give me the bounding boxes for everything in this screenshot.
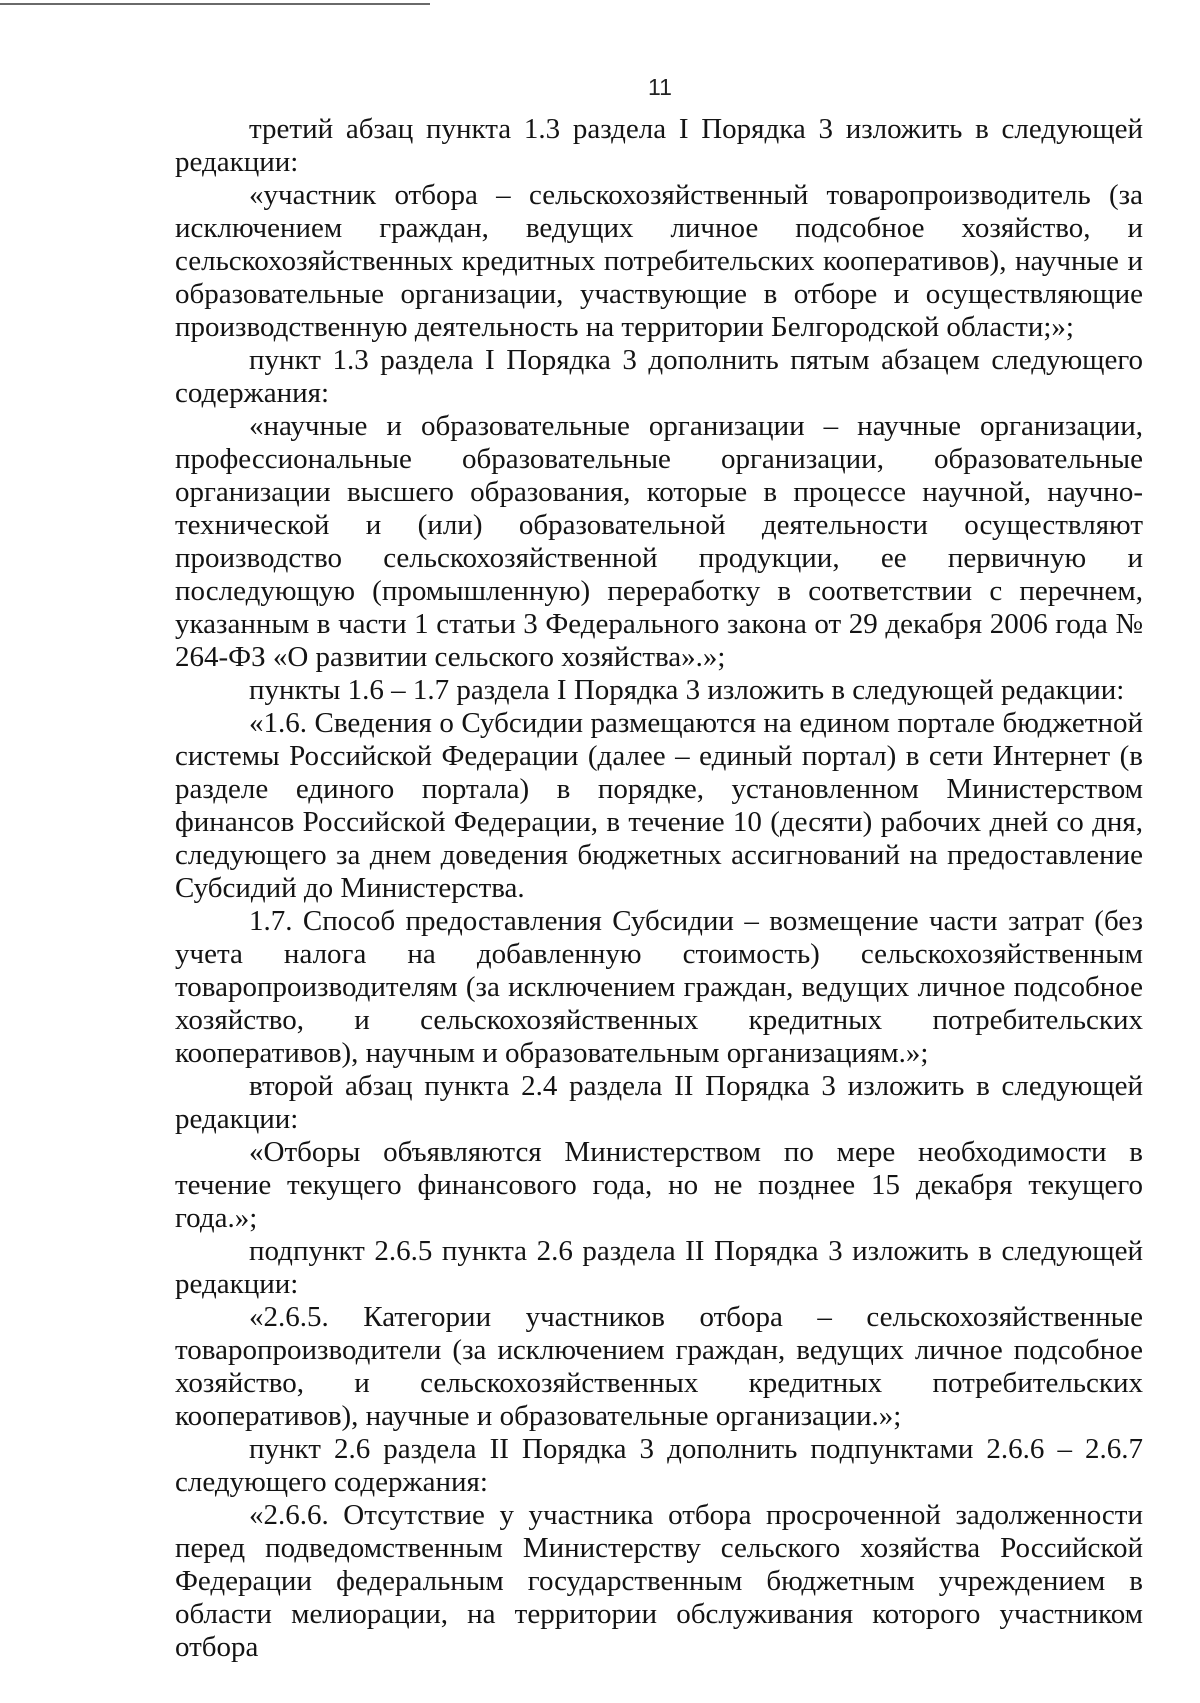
paragraph: «Отборы объявляются Министерством по мере необходимости в течение текущего финансового года, но не позднее 15 декабря текущего года.»; bbox=[175, 1136, 1143, 1234]
paragraph: пункт 1.3 раздела I Порядка 3 дополнить пятым абзацем следующего содержания: bbox=[175, 344, 1143, 409]
paragraph: «2.6.5. Категории участников отбора – сельскохозяйственные товаропроизводители (за исключением граждан, ведущих личное подсобное хозяйство, и сельскохозяйственных кредитных потребительских кооперативов), научные и образовательные организации.»; bbox=[175, 1301, 1143, 1432]
paragraph: «2.6.6. Отсутствие у участника отбора просроченной задолженности перед подведомственным Министерству сельского хозяйства Российской Федерации федеральным государственным бюджетным учреждением в области мелиорации, на территории обслуживания которого участником отбора bbox=[175, 1499, 1143, 1663]
scan-edge-line bbox=[0, 3, 430, 5]
page-number: 11 bbox=[648, 74, 672, 100]
paragraph: «1.6. Сведения о Субсидии размещаются на едином портале бюджетной системы Российской Федерации (далее – единый портал) в сети Интернет (в разделе единого портала) в порядке, установленном Министерством финансов Российской Федерации, в течение 10 (десяти) рабочих дней со дня, следующего за днем доведения бюджетных ассигнований на предоставление Субсидий до Министерства. bbox=[175, 707, 1143, 904]
paragraph: пункт 2.6 раздела II Порядка 3 дополнить подпунктами 2.6.6 – 2.6.7 следующего содержания: bbox=[175, 1433, 1143, 1498]
paragraph: «научные и образовательные организации – научные организации, профессиональные образовательные организации, образовательные организации высшего образования, которые в процессе научной, научно-технической и (или) образовательной деятельности осуществляют производство сельскохозяйственной продукции, ее первичную и последующую (промышленную) переработку в соответствии с перечнем, указанным в части 1 статьи 3 Федерального закона от 29 декабря 2006 года № 264-ФЗ «О развитии сельского хозяйства».»; bbox=[175, 410, 1143, 673]
paragraph: пункты 1.6 – 1.7 раздела I Порядка 3 изложить в следующей редакции: bbox=[249, 674, 1125, 706]
paragraph: «участник отбора – сельскохозяйственный товаропроизводитель (за исключением граждан, ведущих личное подсобное хозяйство, и сельскохозяйственных кредитных потребительских кооперативов), научные и образовательные организации, участвующие в отборе и осуществляющие производственную деятельность на территории Белгородской области;»; bbox=[175, 179, 1143, 343]
paragraph: подпункт 2.6.5 пункта 2.6 раздела II Порядка 3 изложить в следующей редакции: bbox=[175, 1235, 1143, 1300]
paragraph: второй абзац пункта 2.4 раздела II Порядка 3 изложить в следующей редакции: bbox=[175, 1070, 1143, 1135]
document-body bbox=[175, 113, 1143, 1664]
paragraph: 1.7. Способ предоставления Субсидии – возмещение части затрат (без учета налога на добавленную стоимость) сельскохозяйственным товаропроизводителям (за исключением граждан, ведущих личное подсобное хозяйство, и сельскохозяйственных кредитных потребительских кооперативов), научным и образовательным организациям.»; bbox=[175, 905, 1143, 1069]
paragraph: третий абзац пункта 1.3 раздела I Порядка 3 изложить в следующей редакции: bbox=[175, 113, 1143, 178]
